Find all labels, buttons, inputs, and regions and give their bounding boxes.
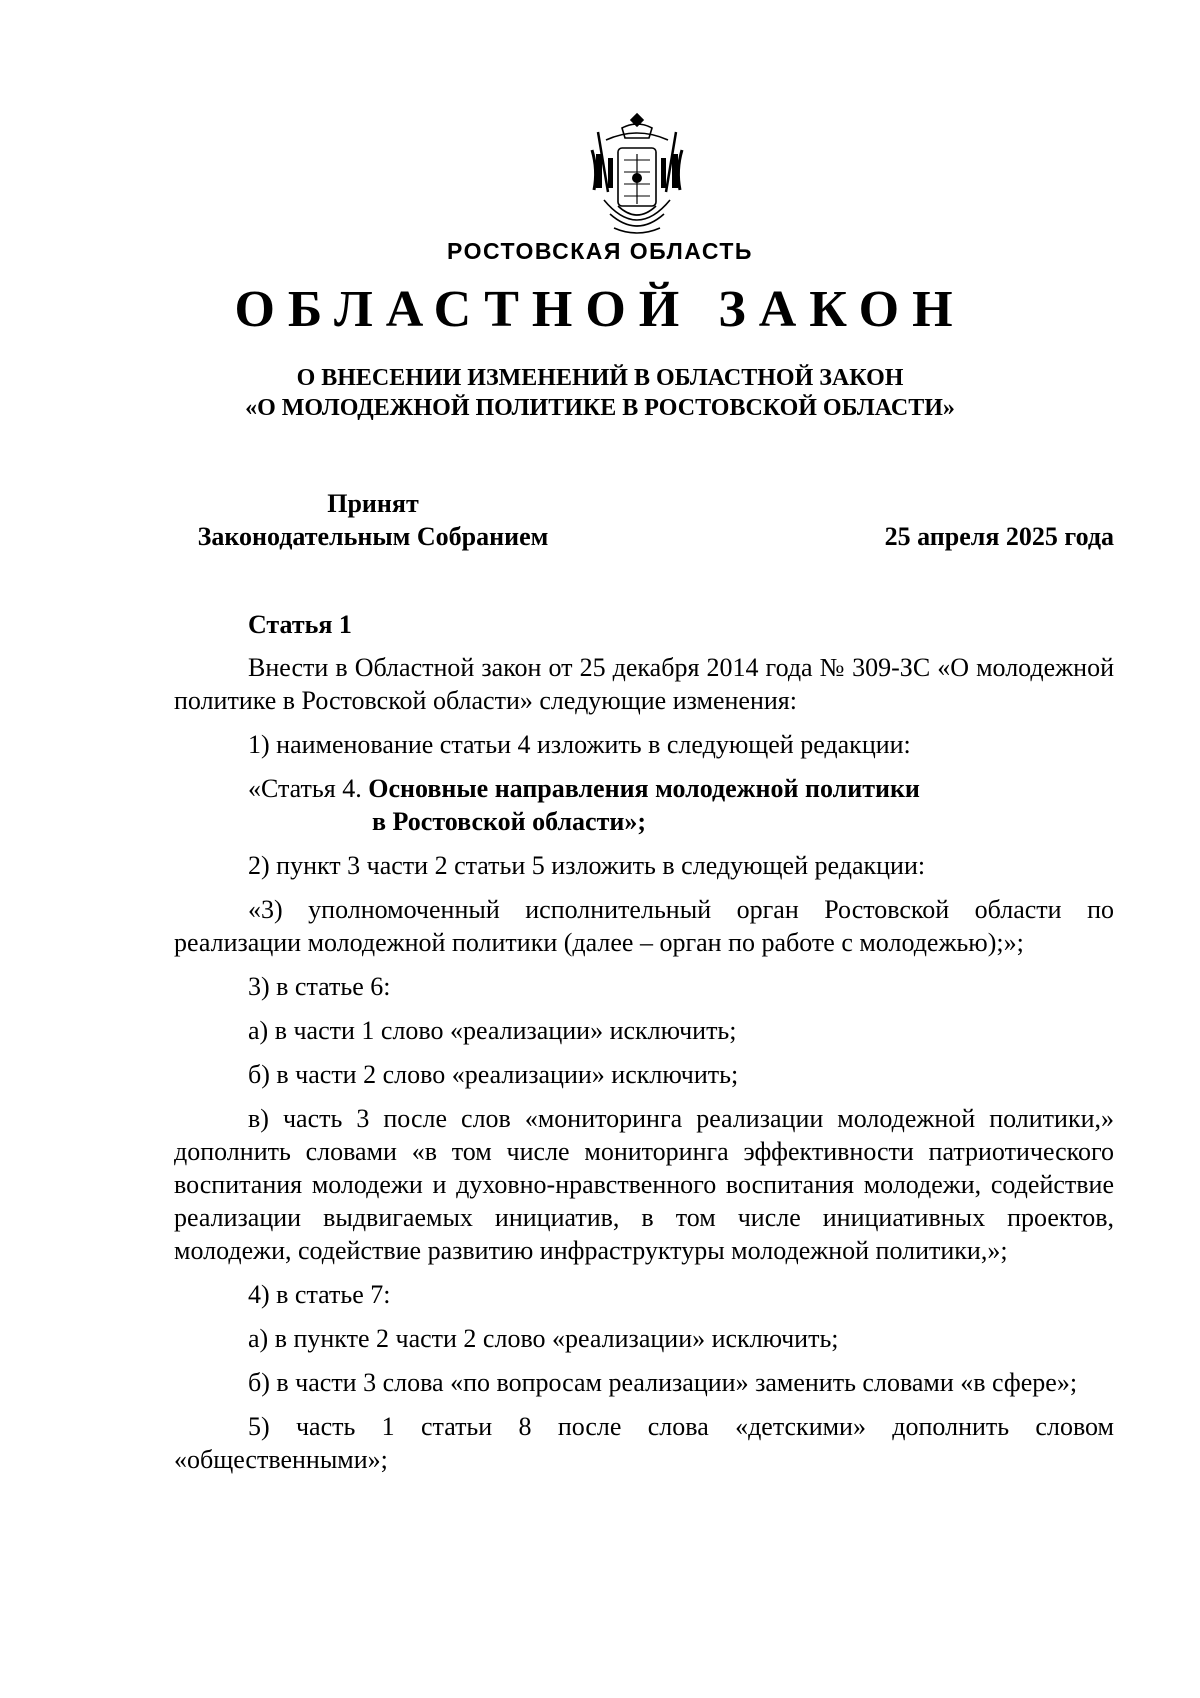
amendment-item-3: 3) в статье 6: [248, 972, 391, 1001]
article-intro: Внести в Областной закон от 25 декабря 2014 года № 309-ЗС «О молодежной политике в Ростовской области» следующие изменения: [174, 653, 1114, 715]
amendment-item-2: 2) пункт 3 части 2 статьи 5 изложить в следующей редакции: [248, 851, 926, 880]
amendment-item-3c: в) часть 3 после слов «мониторинга реализации молодежной политики,» дополнить словами «в том числе мониторинга эффективности патриотического воспитания молодежи и духовно-нравственного воспитания молодежи, содействие реализации выдвигаемых инициатив, в том числе инициативных проектов, молодежи, содействие развитию инфраструктуры молодежной политики,»; [174, 1104, 1114, 1265]
quoted-article-name-line-1: Основные направления молодежной политики [368, 774, 920, 803]
law-subject [0, 363, 1200, 423]
article-heading: Статья 1 [248, 610, 352, 639]
adoption-label: Принят [327, 489, 419, 518]
law-subject-line-2: «О МОЛОДЕЖНОЙ ПОЛИТИКЕ В РОСТОВСКОЙ ОБЛАСТИ» [245, 395, 955, 421]
amendment-item-3a: а) в части 1 слово «реализации» исключить; [248, 1016, 737, 1045]
amendment-item-4a: а) в пункте 2 части 2 слово «реализации» исключить; [248, 1324, 839, 1353]
amendment-item-3b: б) в части 2 слово «реализации» исключить; [248, 1060, 739, 1089]
law-title: ОБЛАСТНОЙ ЗАКОН [234, 281, 966, 338]
region-name: РОСТОВСКАЯ ОБЛАСТЬ [447, 238, 753, 264]
adoption-date: 25 апреля 2025 года [884, 522, 1114, 551]
quoted-article-title [248, 772, 1114, 838]
rostov-coat-of-arms-emblem [584, 110, 690, 240]
amendment-item-1: 1) наименование статьи 4 изложить в следующей редакции: [248, 730, 911, 759]
law-subject-line-1: О ВНЕСЕНИИ ИЗМЕНЕНИЙ В ОБЛАСТНОЙ ЗАКОН [296, 365, 904, 391]
adoption-body: Законодательным Собранием [197, 522, 549, 551]
amendment-item-4: 4) в статье 7: [248, 1280, 391, 1309]
amendment-item-4b: б) в части 3 слова «по вопросам реализации» заменить словами «в сфере»; [248, 1368, 1078, 1397]
article-body [174, 608, 1114, 1487]
amendment-item-5: 5) часть 1 статьи 8 после слова «детскими» дополнить словом «общественными»; [174, 1412, 1114, 1474]
amendment-item-2-text: «3) уполномоченный исполнительный орган Ростовской области по реализации молодежной политики (далее – орган по работе с молодежью);»; [174, 895, 1114, 957]
quoted-article-prefix: «Статья 4. [248, 774, 362, 803]
quoted-article-name-line-2: в Ростовской области»; [372, 807, 647, 836]
adoption-block [178, 487, 568, 553]
